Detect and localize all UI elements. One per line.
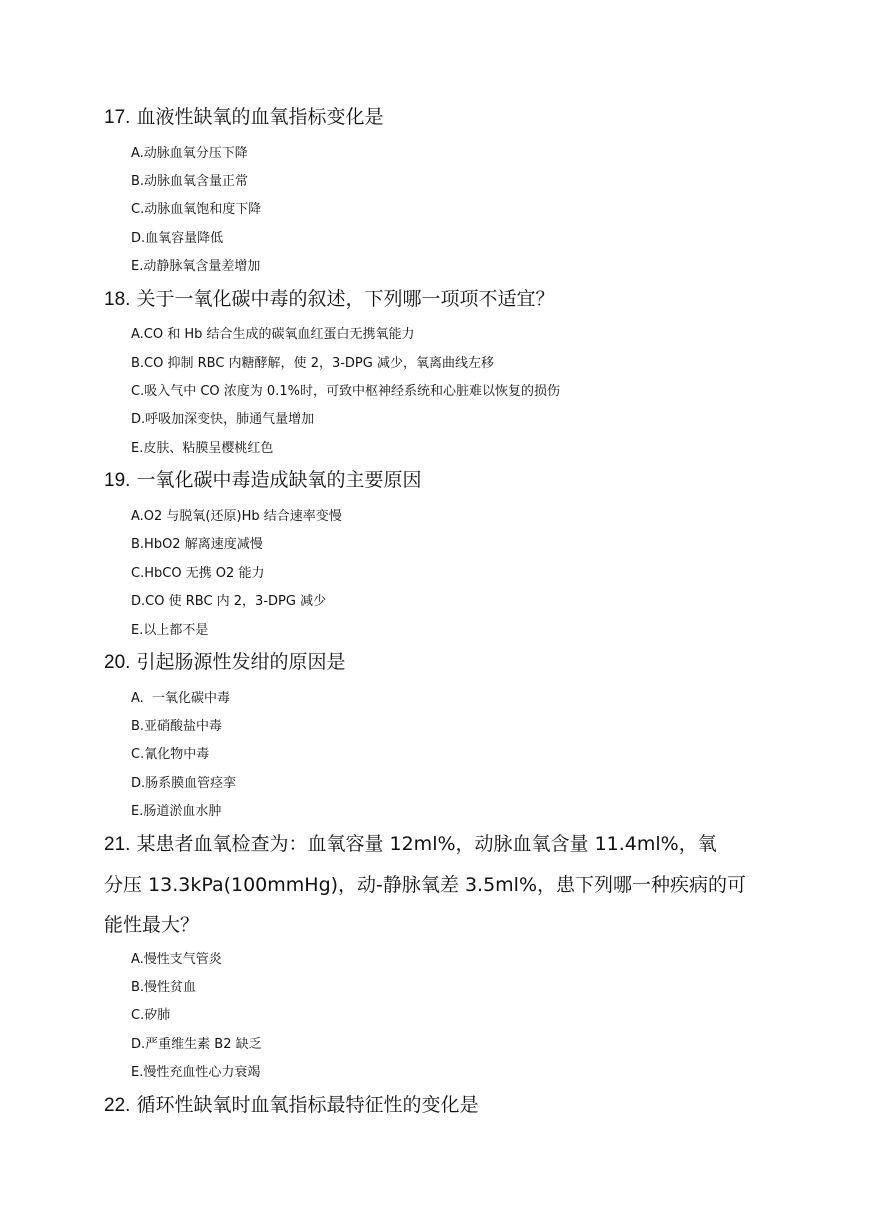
question-20-option-e: E.肠道淤血水肿 [131,804,222,819]
question-17-option-b: B.动脉血氧含量正常 [131,174,249,189]
question-20-option-c: C.氰化物中毒 [131,747,210,762]
question-17-title [104,98,764,137]
question-20-title [104,643,764,682]
question-number: 19. [104,470,131,491]
question-21-title-line-3: 能性最大？ [104,914,200,936]
question-text: 引起肠源性发绀的原因是 [136,651,346,673]
question-22-title [104,1086,764,1125]
question-number: 18. [104,289,131,310]
question-18-option-a: A.CO 和 Hb 结合生成的碳氧血红蛋白无携氧能力 [131,327,415,342]
question-number: 20. [104,652,131,673]
question-19-title [104,461,764,500]
question-19-option-e: E.以上都不是 [131,623,209,638]
question-text: 循环性缺氧时血氧指标最特征性的变化是 [136,1094,479,1116]
question-18-option-d: D.呼吸加深变快，肺通气量增加 [131,412,315,427]
question-21-option-b: B.慢性贫血 [131,980,197,995]
question-19-option-a: A.O2 与脱氧(还原)Hb 结合速率变慢 [131,509,342,524]
question-17-option-d: D.血氧容量降低 [131,231,224,246]
question-18-option-c: C.吸入气中 CO 浓度为 0.1%时，可致中枢神经系统和心脏难以恢复的损伤 [131,384,560,399]
question-21-option-e: E.慢性充血性心力衰竭 [131,1065,261,1080]
question-21-option-a: A.慢性支气管炎 [131,952,222,967]
question-17-option-a: A.动脉血氧分压下降 [131,146,248,161]
question-text: 关于一氧化碳中毒的叙述，下列哪一项项不适宜？ [136,288,555,310]
question-20-option-b: B.亚硝酸盐中毒 [131,719,223,734]
question-number: 21. [104,834,131,855]
question-20-option-a: A. 一氧化碳中毒 [131,691,231,706]
question-21-title-line-2: 分压 13.3kPa(100mmHg)，动-静脉氧差 3.5ml%，患下列哪一种疾病的可 [104,874,747,896]
question-21-title-line-1 [104,825,764,864]
question-17-option-c: C.动脉血氧饱和度下降 [131,202,262,217]
question-19-option-b: B.HbO2 解离速度减慢 [131,537,263,552]
question-19-option-d: D.CO 使 RBC 内 2，3-DPG 减少 [131,594,327,609]
question-number: 17. [104,107,131,128]
question-number: 22. [104,1095,131,1116]
question-21-option-c: C.矽肺 [131,1008,171,1023]
question-text: 一氧化碳中毒造成缺氧的主要原因 [136,469,422,491]
question-21-option-d: D.严重维生素 B2 缺乏 [131,1037,262,1052]
question-18-option-e: E.皮肤、粘膜呈樱桃红色 [131,441,274,456]
question-18-title [104,280,764,319]
question-text: 血液性缺氧的血氧指标变化是 [136,106,384,128]
question-18-option-b: B.CO 抑制 RBC 内糖酵解，使 2，3-DPG 减少，氧离曲线左移 [131,356,494,371]
question-17-option-e: E.动静脉氧含量差增加 [131,259,261,274]
question-text: 某患者血氧检查为：血氧容量 12ml%，动脉血氧含量 11.4ml%，氧 [136,833,717,855]
question-19-option-c: C.HbCO 无携 O2 能力 [131,566,265,581]
question-20-option-d: D.肠系膜血管痉挛 [131,776,237,791]
